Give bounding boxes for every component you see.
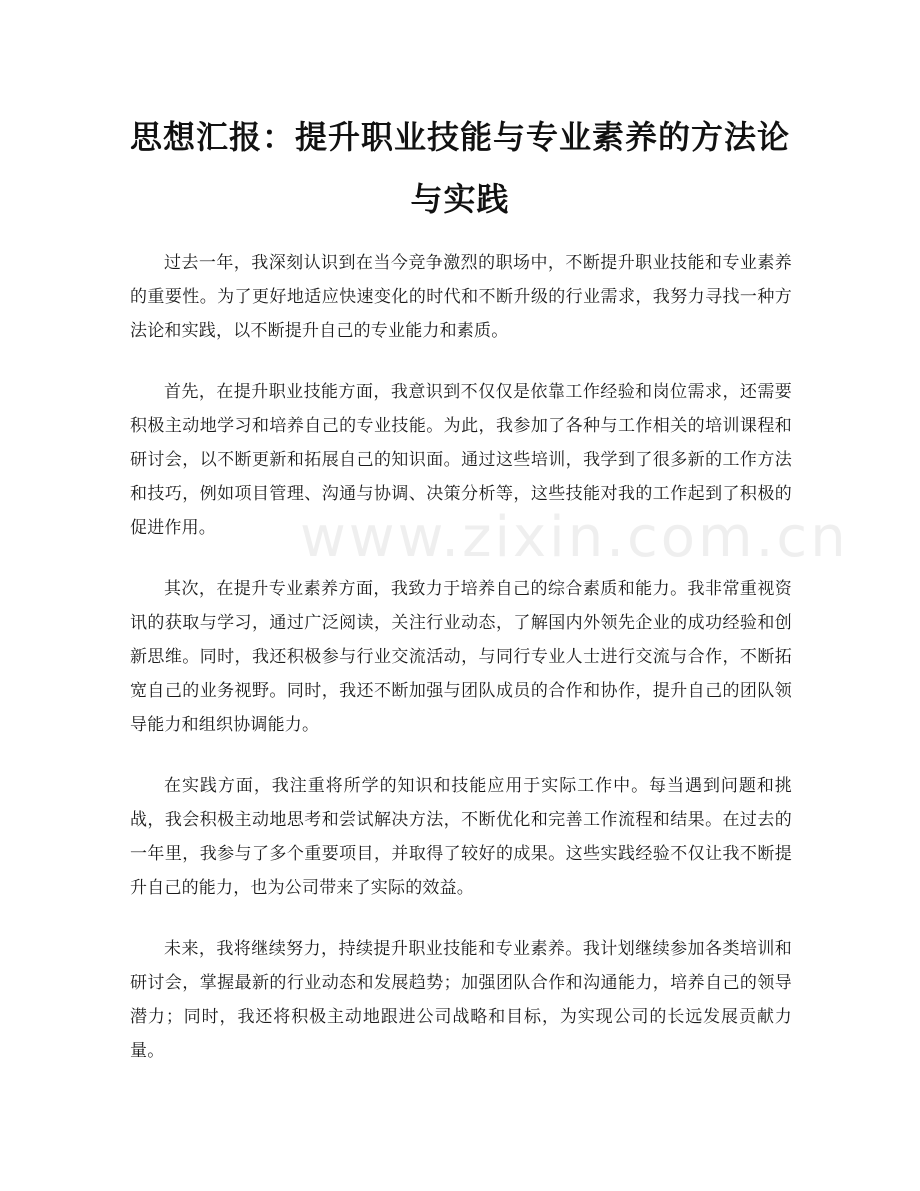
paragraph-2: 首先，在提升职业技能方面，我意识到不仅仅是依靠工作经验和岗位需求，还需要积极主动地学习和培养自己的专业技能。为此，我参加了各种与工作相关的培训课程和研讨会，以不断更新和拓展自己的知识面。通过这些培训，我学到了很多新的工作方法和技巧，例如项目管理、沟通与协调、决策分析等，这些技能对我的工作起到了积极的促进作用。 (130, 382, 792, 538)
document-body (130, 246, 792, 1095)
paragraph-1: 过去一年，我深刻认识到在当今竞争激烈的职场中，不断提升职业技能和专业素养的重要性。为了更好地适应快速变化的时代和不断升级的行业需求，我努力寻找一种方法论和实践，以不断提升自己的专业能力和素质。 (130, 253, 792, 341)
watermark: www.zixin.com.cn (300, 505, 849, 570)
paragraph-5: 未来，我将继续努力，持续提升职业技能和专业素养。我计划继续参加各类培训和研讨会，掌握最新的行业动态和发展趋势；加强团队合作和沟通能力，培养自己的领导潜力；同时，我还将积极主动地跟进公司战略和目标，为实现公司的长远发展贡献力量。 (130, 939, 792, 1061)
document-title: 思想汇报：提升职业技能与专业素养的方法论与实践 (130, 118, 791, 218)
paragraph-3: 其次，在提升专业素养方面，我致力于培养自己的综合素质和能力。我非常重视资讯的获取与学习，通过广泛阅读，关注行业动态，了解国内外领先企业的成功经验和创新思维。同时，我还积极参与行业交流活动，与同行专业人士进行交流与合作，不断拓宽自己的业务视野。同时，我还不断加强与团队成员的合作和协作，提升自己的团队领导能力和组织协调能力。 (130, 579, 792, 735)
paragraph-4: 在实践方面，我注重将所学的知识和技能应用于实际工作中。每当遇到问题和挑战，我会积极主动地思考和尝试解决方法，不断优化和完善工作流程和结果。在过去的一年里，我参与了多个重要项目，并取得了较好的成果。这些实践经验不仅让我不断提升自己的能力，也为公司带来了实际的效益。 (130, 776, 792, 898)
